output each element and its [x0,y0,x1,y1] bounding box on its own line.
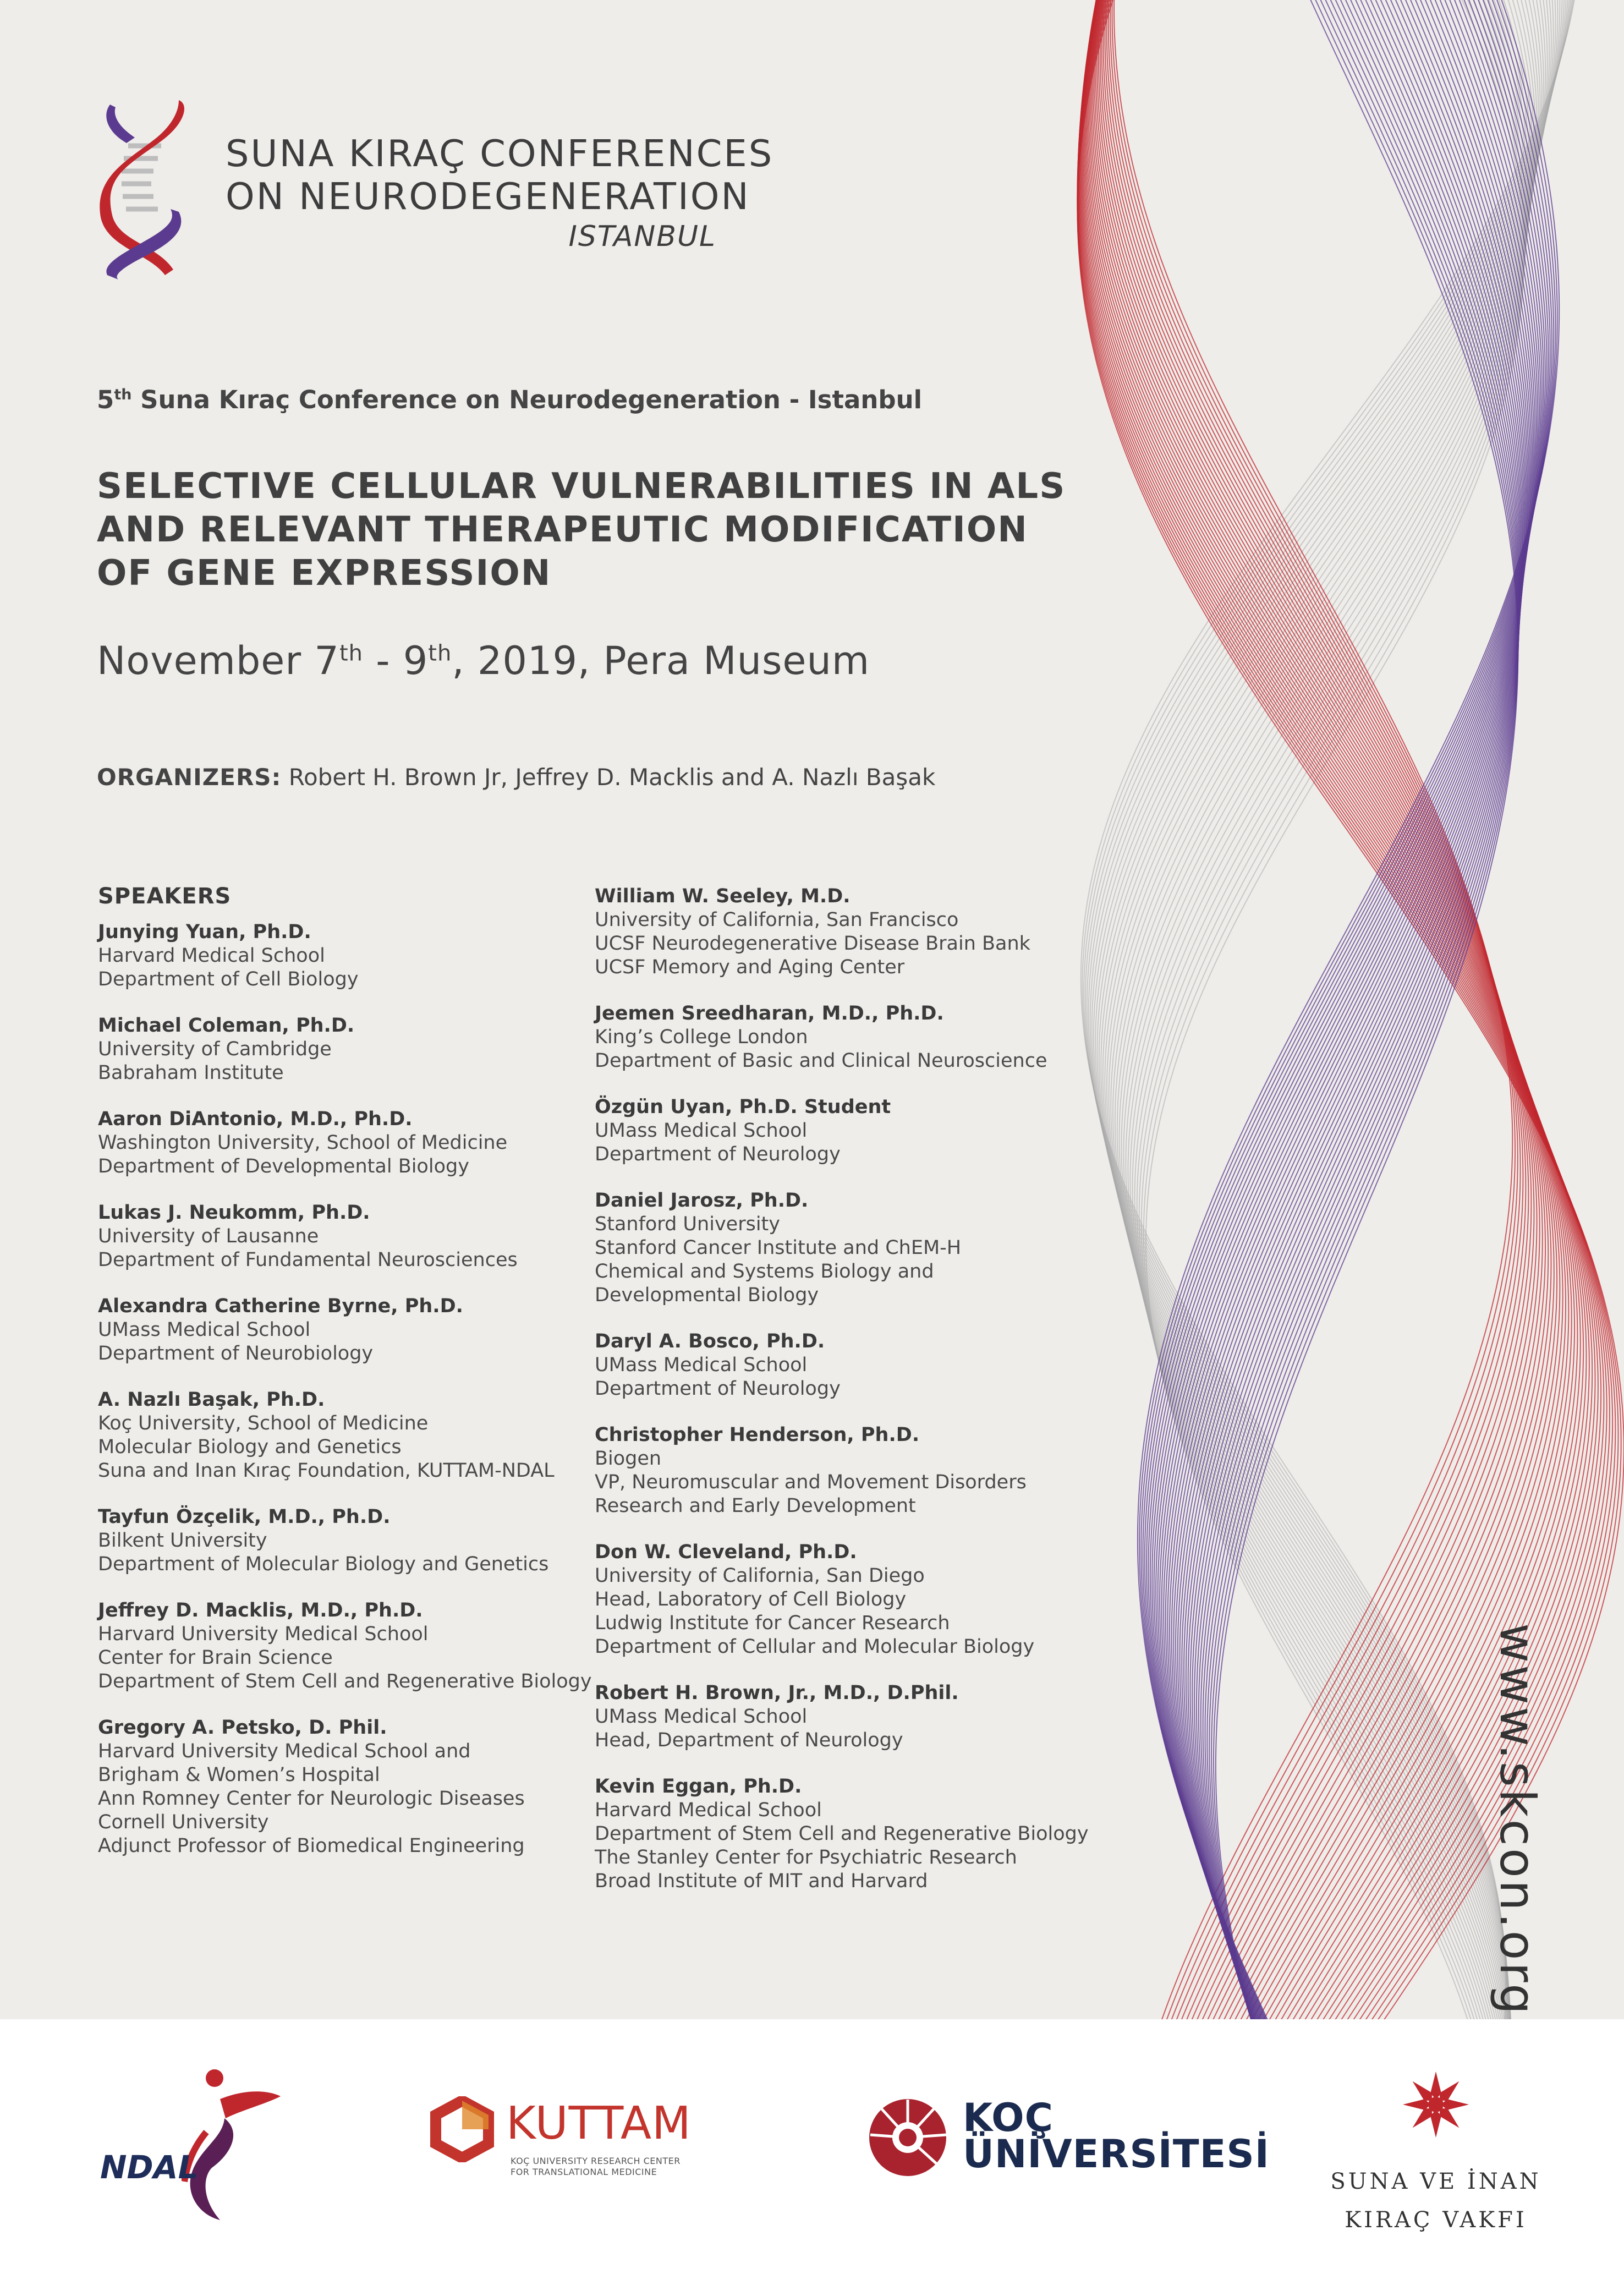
speaker-entry [595,1330,1090,1401]
speaker-entry [98,1108,593,1179]
main-title [97,465,1066,595]
speaker-affiliation: Harvard University Medical School [98,1623,429,1645]
speaker-affiliation: Adjunct Professor of Biomedical Engineering [98,1835,525,1857]
speaker-entry [595,1189,1090,1307]
speaker-entry [595,1095,1090,1166]
speaker-affiliation: UMass Medical School [98,1319,311,1341]
speaker-name: Kevin Eggan, Ph.D. [595,1776,802,1798]
speaker-entry [595,1681,1090,1752]
main-title-line: OF GENE EXPRESSION [97,553,552,594]
speaker-name: Junying Yuan, Ph.D. [98,921,311,943]
speaker-affiliation: Department of Fundamental Neurosciences [98,1249,518,1271]
speaker-affiliation: King’s College London [595,1026,808,1048]
ndal-wordmark: NDAL [100,2149,199,2186]
speaker-affiliation: University of California, San Francisco [595,909,959,931]
speaker-entry [595,1002,1090,1073]
speaker-name: Jeemen Sreedharan, M.D., Ph.D. [595,1002,944,1024]
speaker-affiliation: Bilkent University [98,1530,267,1552]
speaker-entry [98,1716,593,1858]
date-suffix: th [428,640,452,666]
organizers [97,764,935,791]
foundation-wordmark-line2: KIRAÇ VAKFI [1345,2207,1527,2233]
speaker-affiliation: Department of Basic and Clinical Neuroscience [595,1050,1047,1072]
speaker-entry [98,1505,593,1576]
organizers-label: ORGANIZERS: [97,764,282,791]
speaker-name: Jeffrey D. Macklis, M.D., Ph.D. [98,1599,423,1621]
speaker-entry [98,1201,593,1272]
speaker-affiliation: University of Lausanne [98,1225,319,1247]
speaker-affiliation: Center for Brain Science [98,1647,333,1669]
speaker-name: Tayfun Özçelik, M.D., Ph.D. [98,1506,391,1528]
speaker-affiliation: Department of Stem Cell and Regenerative Biology [98,1670,592,1692]
main-title-line: SELECTIVE CELLULAR VULNERABILITIES IN ALS [97,466,1066,507]
speaker-affiliation: University of Cambridge [98,1038,332,1060]
speaker-affiliation: UMass Medical School [595,1354,808,1376]
series-title-line1: SUNA KIRAÇ CONFERENCES [226,132,774,175]
date-end: - 9 [363,638,429,683]
conference-number-suffix: th [114,386,132,403]
speaker-affiliation: Ludwig Institute for Cancer Research [595,1612,950,1634]
speaker-affiliation: Department of Neurobiology [98,1343,374,1365]
speaker-affiliation: VP, Neuromuscular and Movement Disorders [595,1471,1027,1493]
speaker-affiliation: Broad Institute of MIT and Harvard [595,1870,928,1892]
date-start: November 7 [97,638,339,683]
speaker-affiliation: Harvard Medical School [595,1799,822,1821]
conference-number: 5 [97,385,114,414]
date-venue-text: , 2019, Pera Museum [452,638,870,683]
date-venue [97,638,870,683]
speaker-affiliation: Department of Developmental Biology [98,1155,469,1177]
speakers-column-right [595,885,1090,1916]
speaker-name: Özgün Uyan, Ph.D. Student [595,1096,891,1118]
speaker-affiliation: Department of Neurology [595,1378,841,1400]
speaker-affiliation: Washington University, School of Medicine [98,1132,508,1154]
speaker-affiliation: Cornell University [98,1811,269,1833]
speaker-affiliation: Molecular Biology and Genetics [98,1436,402,1458]
speaker-affiliation: Department of Cellular and Molecular Biology [595,1636,1035,1658]
kuttam-logo [429,2096,693,2206]
speaker-entry [595,1423,1090,1518]
speaker-entry [98,1014,593,1085]
speakers-heading: SPEAKERS [98,884,232,909]
speaker-affiliation: Department of Neurology [595,1143,841,1165]
ndal-logo [99,2066,281,2237]
foundation-wordmark-line1: SUNA VE İNAN [1330,2169,1541,2194]
speaker-name: Christopher Henderson, Ph.D. [595,1424,920,1446]
kuttam-wordmark: KUTTAM [506,2097,692,2150]
speaker-affiliation: Harvard University Medical School and [98,1740,471,1762]
series-title-line2: ON NEURODEGENERATION [226,175,750,218]
speakers-list-left [98,920,593,1858]
speaker-affiliation: The Stanley Center for Psychiatric Research [595,1846,1017,1868]
speaker-affiliation: UMass Medical School [595,1706,808,1728]
speaker-affiliation: Department of Cell Biology [98,968,359,990]
speaker-affiliation: Stanford Cancer Institute and ChEM-H [595,1237,962,1259]
speaker-affiliation: University of California, San Diego [595,1565,925,1587]
speaker-affiliation: Department of Molecular Biology and Genetics [98,1553,549,1575]
speaker-affiliation: Babraham Institute [98,1062,284,1084]
foundation-wordmark [1320,2162,1551,2239]
speaker-affiliation: UCSF Neurodegenerative Disease Brain Bank [595,933,1030,955]
speaker-name: Alexandra Catherine Byrne, Ph.D. [98,1295,463,1317]
speaker-affiliation: Chemical and Systems Biology and [595,1261,934,1283]
speaker-name: A. Nazlı Başak, Ph.D. [98,1389,325,1411]
kuttam-subtitle-line: FOR TRANSLATIONAL MEDICINE [511,2167,657,2177]
speaker-affiliation: Brigham & Women’s Hospital [98,1764,380,1786]
speaker-affiliation: Stanford University [595,1213,780,1235]
speaker-name: Michael Coleman, Ph.D. [98,1015,355,1037]
speaker-affiliation: Head, Laboratory of Cell Biology [595,1588,907,1610]
speaker-name: Daryl A. Bosco, Ph.D. [595,1330,825,1352]
speaker-affiliation: UCSF Memory and Aging Center [595,956,905,978]
conference-line [97,385,922,414]
dna-helix-logo-icon [96,94,195,281]
speakers-list-right [595,885,1090,1893]
speaker-entry [595,885,1090,979]
speaker-name: Gregory A. Petsko, D. Phil. [98,1717,387,1739]
speaker-affiliation: Biogen [595,1448,662,1470]
speaker-name: Aaron DiAntonio, M.D., Ph.D. [98,1108,413,1130]
series-title [226,132,773,218]
speaker-affiliation: Koç University, School of Medicine [98,1412,429,1434]
sponsor-footer [0,2019,1624,2274]
koc-wordmark-line1: KOÇ [963,2095,1054,2140]
conference-name: Suna Kıraç Conference on Neurodegeneration - Istanbul [131,385,923,414]
speaker-entry [98,1295,593,1366]
speaker-affiliation: Department of Stem Cell and Regenerative Biology [595,1823,1089,1845]
foundation-star-icon [1400,2069,1472,2140]
kuttam-subtitle-line: KOÇ UNIVERSITY RESEARCH CENTER [511,2156,681,2166]
speaker-affiliation: Ann Romney Center for Neurologic Diseases [98,1788,525,1810]
speaker-entry [98,1388,593,1483]
speaker-name: Robert H. Brown, Jr., M.D., D.Phil. [595,1682,959,1704]
speaker-name: Don W. Cleveland, Ph.D. [595,1541,857,1563]
koc-university-logo [864,2095,1270,2190]
organizers-names: Robert H. Brown Jr, Jeffrey D. Macklis and A. Nazlı Başak [281,764,936,791]
speakers-column-left [98,885,593,1881]
website-link[interactable]: www.skcon.org [1489,1623,1546,2017]
speaker-entry [595,1775,1090,1893]
main-title-line: AND RELEVANT THERAPEUTIC MODIFICATION [97,509,1028,550]
speaker-affiliation: Developmental Biology [595,1284,819,1306]
speaker-affiliation: Research and Early Development [595,1495,916,1517]
speaker-name: Daniel Jarosz, Ph.D. [595,1190,809,1212]
speaker-affiliation: Suna and Inan Kıraç Foundation, KUTTAM-NDAL [98,1460,555,1482]
ndal-figure-icon [182,2066,292,2226]
speaker-affiliation: UMass Medical School [595,1120,808,1142]
speaker-name: William W. Seeley, M.D. [595,885,851,907]
date-suffix: th [339,640,363,666]
koc-wordmark-line2: ÜNİVERSİTESİ [963,2131,1270,2177]
hexagon-icon [429,2096,495,2162]
speaker-name: Lukas J. Neukomm, Ph.D. [98,1202,370,1224]
suna-inan-kirac-foundation-logo [1320,2069,1551,2250]
speaker-entry [595,1541,1090,1659]
speaker-entry [98,920,593,991]
kuttam-subtitle [511,2156,681,2178]
speaker-affiliation: Head, Department of Neurology [595,1729,903,1751]
series-city: ISTANBUL [568,220,716,253]
koc-shell-icon [864,2096,952,2179]
koc-wordmark [963,2095,1270,2177]
speaker-affiliation: Harvard Medical School [98,945,325,967]
speaker-entry [98,1599,593,1694]
